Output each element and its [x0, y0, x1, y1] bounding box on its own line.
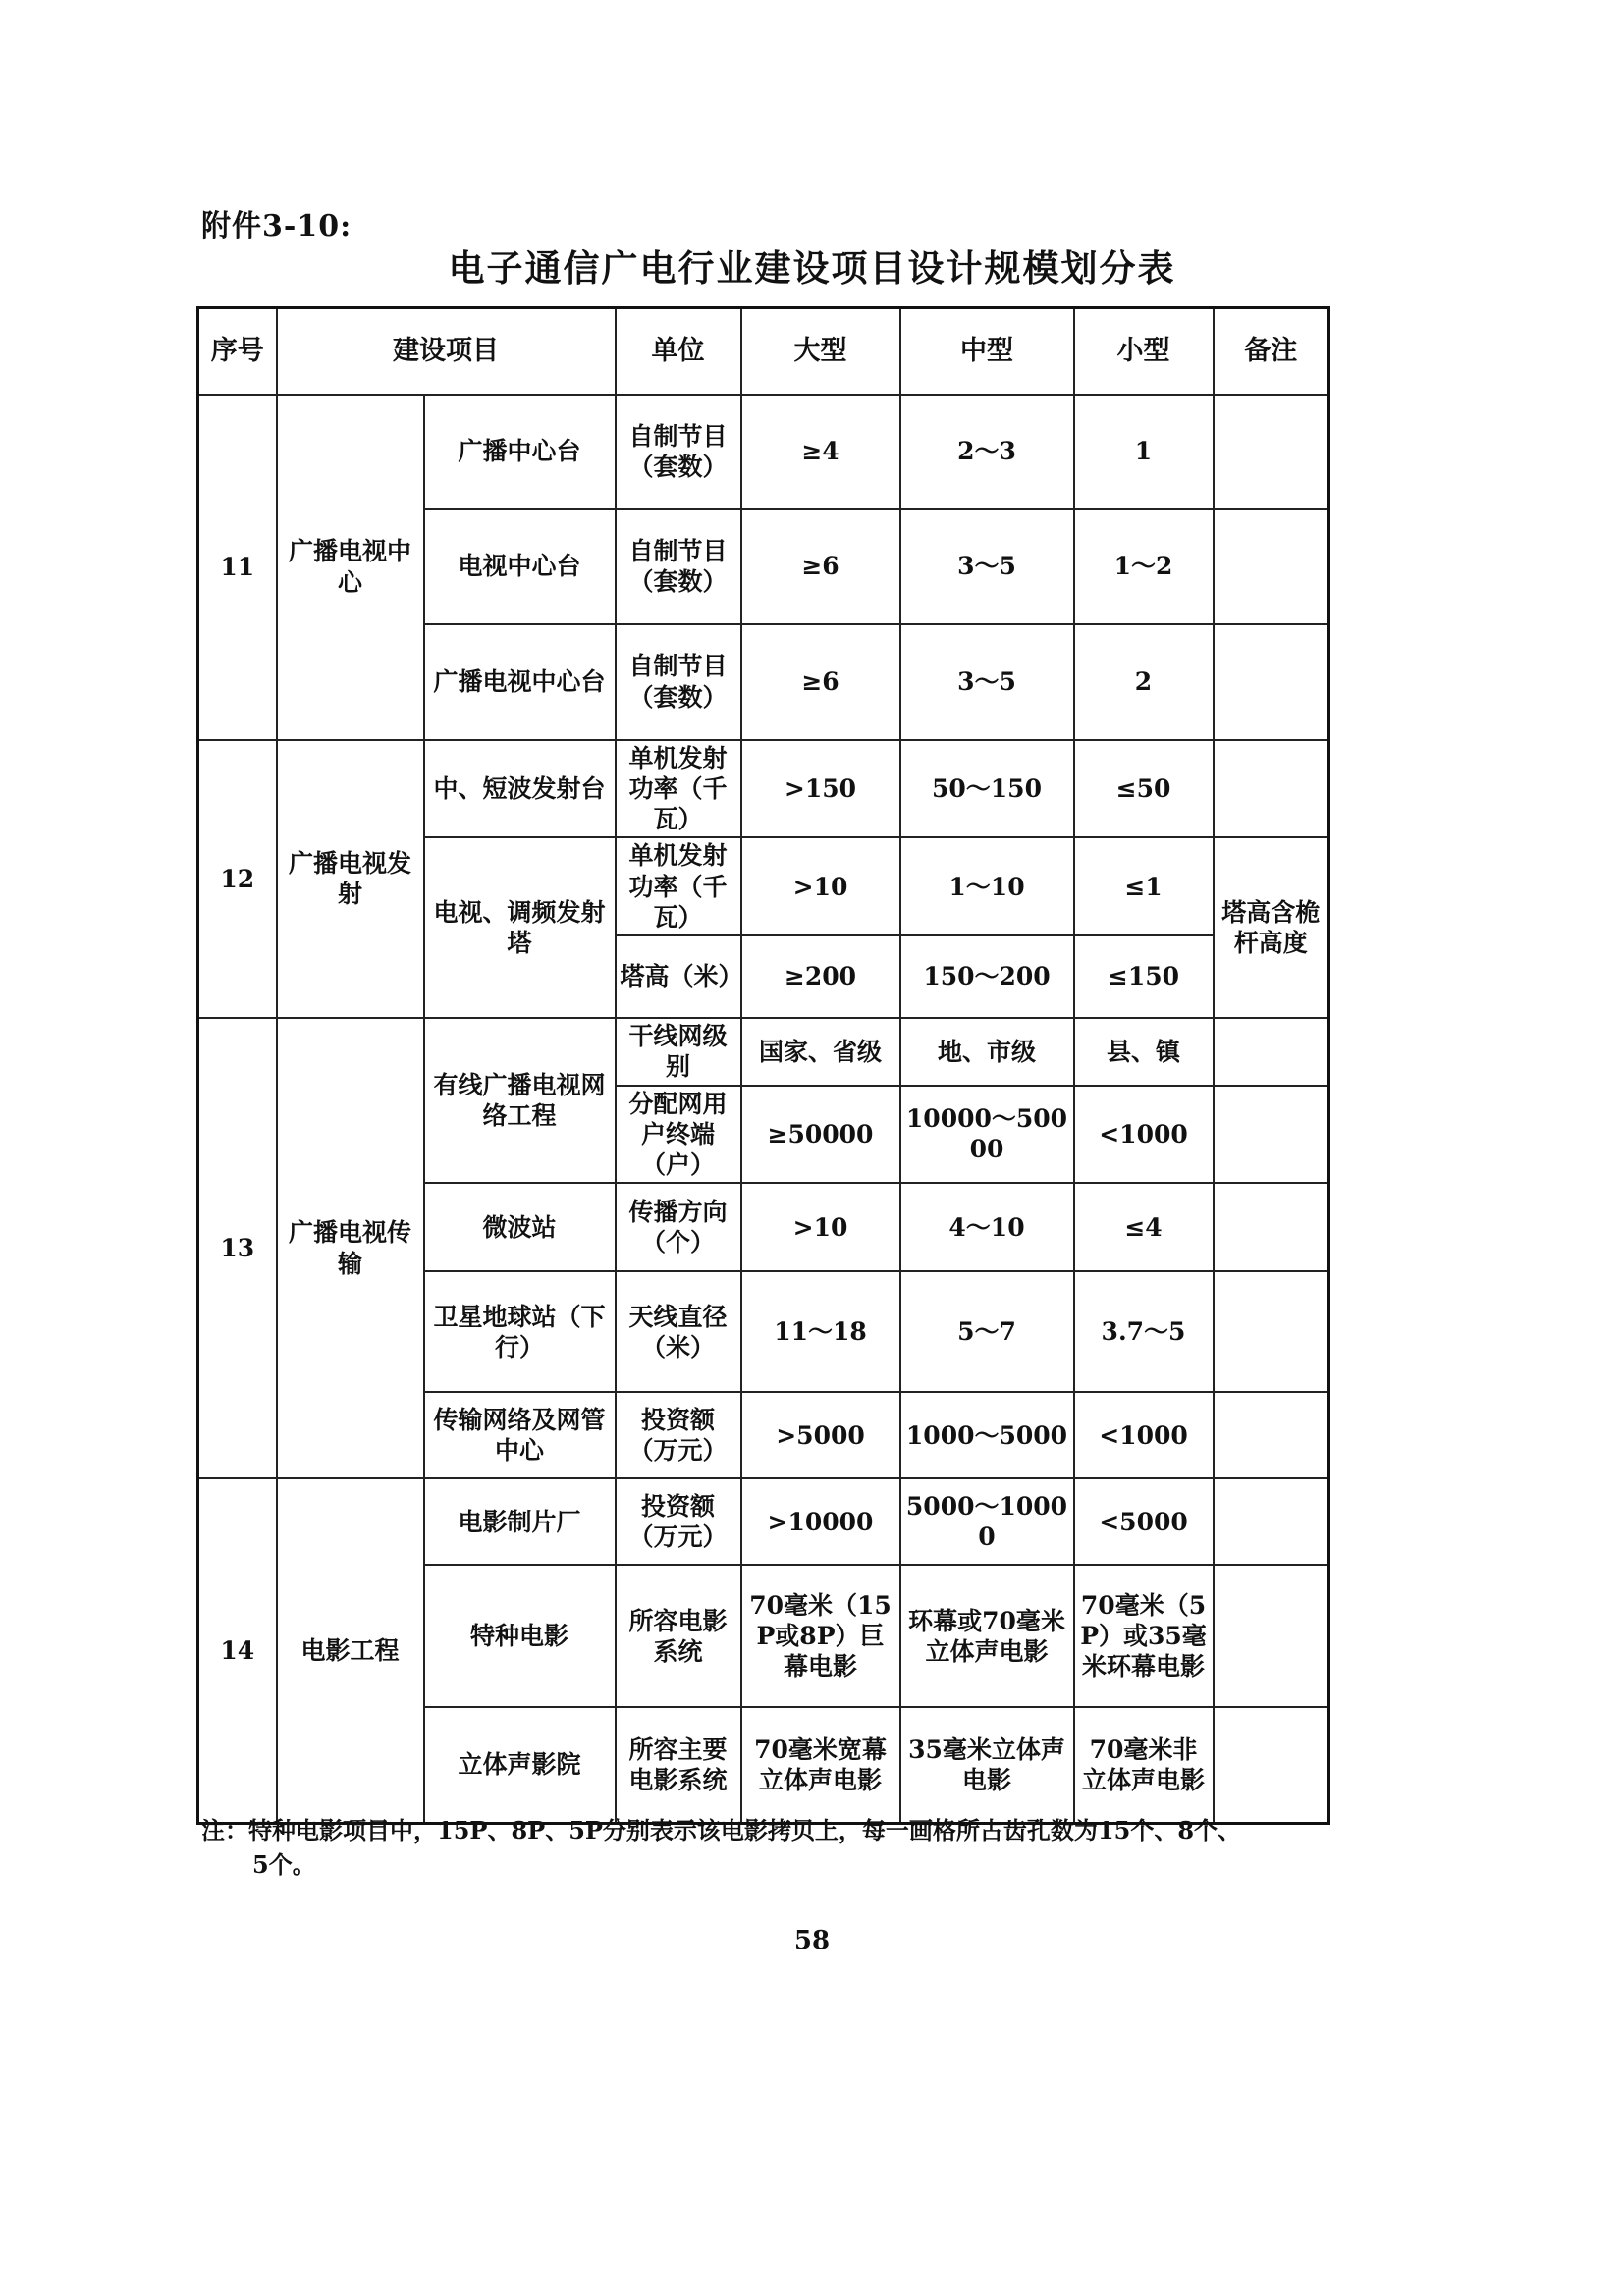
small-cell: <5000: [1074, 1478, 1214, 1565]
header-large: 大型: [741, 308, 900, 395]
medium-cell: 5000～10000: [900, 1478, 1074, 1565]
medium-cell: 35毫米立体声电影: [900, 1707, 1074, 1823]
small-cell: 1～2: [1074, 509, 1214, 624]
item-name: 广播电视中心台: [424, 624, 616, 740]
attachment-label: 附件3-10:: [201, 209, 352, 243]
medium-cell: 5～7: [900, 1271, 1074, 1392]
group-number: 12: [198, 740, 277, 1019]
remark-cell: [1214, 1707, 1329, 1823]
footnote-line-1: 注：特种电影项目中，15P、8P、5P分别表示该电影拷贝上，每一画格所占齿孔数为15个、8个、: [201, 1816, 1242, 1844]
unit-cell: 天线直径（米）: [616, 1271, 741, 1392]
small-cell: 70毫米（5P）或35毫米环幕电影: [1074, 1565, 1214, 1707]
unit-cell: 单机发射功率（千瓦）: [616, 837, 741, 935]
header-remark: 备注: [1214, 308, 1329, 395]
unit-cell: 塔高（米）: [616, 935, 741, 1018]
remark-cell: [1214, 509, 1329, 624]
unit-cell: 投资额（万元）: [616, 1392, 741, 1478]
page-number: 58: [793, 1926, 831, 1955]
remark-cell: [1214, 1565, 1329, 1707]
unit-cell: 自制节目（套数）: [616, 509, 741, 624]
item-name: 电视、调频发射塔: [424, 837, 616, 1018]
group-number: 14: [198, 1478, 277, 1823]
unit-cell: 干线网级别: [616, 1018, 741, 1086]
table-row: [198, 740, 1329, 838]
item-name: 有线广播电视网络工程: [424, 1018, 616, 1183]
medium-cell: 环幕或70毫米立体声电影: [900, 1565, 1074, 1707]
large-cell: ≥200: [741, 935, 900, 1018]
remark-cell: [1214, 395, 1329, 509]
small-cell: 70毫米非立体声电影: [1074, 1707, 1214, 1823]
remark-cell: [1214, 1271, 1329, 1392]
header-small: 小型: [1074, 308, 1214, 395]
remark-cell: [1214, 1086, 1329, 1184]
medium-cell: 3～5: [900, 509, 1074, 624]
large-cell: >150: [741, 740, 900, 838]
medium-cell: 3～5: [900, 624, 1074, 740]
small-cell: ≤1: [1074, 837, 1214, 935]
item-name: 电影制片厂: [424, 1478, 616, 1565]
large-cell: >5000: [741, 1392, 900, 1478]
group-name: 广播电视发射: [277, 740, 424, 1019]
item-name: 中、短波发射台: [424, 740, 616, 838]
unit-cell: 传播方向（个）: [616, 1183, 741, 1271]
remark-cell: [1214, 1183, 1329, 1271]
large-cell: >10: [741, 837, 900, 935]
group-name: 广播电视中心: [277, 395, 424, 740]
large-cell: 70毫米（15P或8P）巨幕电影: [741, 1565, 900, 1707]
remark-cell: [1214, 740, 1329, 838]
unit-cell: 单机发射功率（千瓦）: [616, 740, 741, 838]
item-name: 卫星地球站（下行）: [424, 1271, 616, 1392]
unit-cell: 所容电影系统: [616, 1565, 741, 1707]
large-cell: 国家、省级: [741, 1018, 900, 1086]
small-cell: 1: [1074, 395, 1214, 509]
remark-cell: [1214, 624, 1329, 740]
unit-cell: 自制节目（套数）: [616, 624, 741, 740]
small-cell: ≤4: [1074, 1183, 1214, 1271]
medium-cell: 1～10: [900, 837, 1074, 935]
large-cell: ≥50000: [741, 1086, 900, 1184]
remark-cell: [1214, 1478, 1329, 1565]
medium-cell: 1000～5000: [900, 1392, 1074, 1478]
header-row: [198, 308, 1329, 395]
footnote: [201, 1814, 1330, 1883]
table-row: [198, 1018, 1329, 1086]
header-unit: 单位: [616, 308, 741, 395]
medium-cell: 2～3: [900, 395, 1074, 509]
medium-cell: 4～10: [900, 1183, 1074, 1271]
small-cell: ≤50: [1074, 740, 1214, 838]
group-name: 广播电视传输: [277, 1018, 424, 1478]
small-cell: ≤150: [1074, 935, 1214, 1018]
group-name: 电影工程: [277, 1478, 424, 1823]
small-cell: <1000: [1074, 1392, 1214, 1478]
large-cell: 70毫米宽幕立体声电影: [741, 1707, 900, 1823]
header-no: 序号: [198, 308, 277, 395]
small-cell: <1000: [1074, 1086, 1214, 1184]
unit-cell: 自制节目（套数）: [616, 395, 741, 509]
group-number: 13: [198, 1018, 277, 1478]
table-row: [198, 395, 1329, 509]
large-cell: ≥4: [741, 395, 900, 509]
item-name: 特种电影: [424, 1565, 616, 1707]
medium-cell: 地、市级: [900, 1018, 1074, 1086]
large-cell: 11～18: [741, 1271, 900, 1392]
remark-cell: [1214, 1018, 1329, 1086]
small-cell: 3.7～5: [1074, 1271, 1214, 1392]
large-cell: >10: [741, 1183, 900, 1271]
item-name: 传输网络及网管中心: [424, 1392, 616, 1478]
medium-cell: 50～150: [900, 740, 1074, 838]
medium-cell: 150～200: [900, 935, 1074, 1018]
small-cell: 2: [1074, 624, 1214, 740]
large-cell: >10000: [741, 1478, 900, 1565]
item-name: 立体声影院: [424, 1707, 616, 1823]
table-row: [198, 1478, 1329, 1565]
header-project: 建设项目: [277, 308, 616, 395]
group-number: 11: [198, 395, 277, 740]
remark-cell: 塔高含桅杆高度: [1214, 837, 1329, 1018]
item-name: 广播中心台: [424, 395, 616, 509]
small-cell: 县、镇: [1074, 1018, 1214, 1086]
unit-cell: 所容主要电影系统: [616, 1707, 741, 1823]
scale-table: [196, 306, 1330, 1825]
header-medium: 中型: [900, 308, 1074, 395]
item-name: 电视中心台: [424, 509, 616, 624]
large-cell: ≥6: [741, 624, 900, 740]
unit-cell: 投资额（万元）: [616, 1478, 741, 1565]
large-cell: ≥6: [741, 509, 900, 624]
unit-cell: 分配网用户终端（户）: [616, 1086, 741, 1184]
footnote-line-2: 5个。: [252, 1849, 316, 1879]
item-name: 微波站: [424, 1183, 616, 1271]
remark-cell: [1214, 1392, 1329, 1478]
medium-cell: 10000～50000: [900, 1086, 1074, 1184]
document-title: 电子通信广电行业建设项目设计规模划分表: [448, 247, 1176, 290]
